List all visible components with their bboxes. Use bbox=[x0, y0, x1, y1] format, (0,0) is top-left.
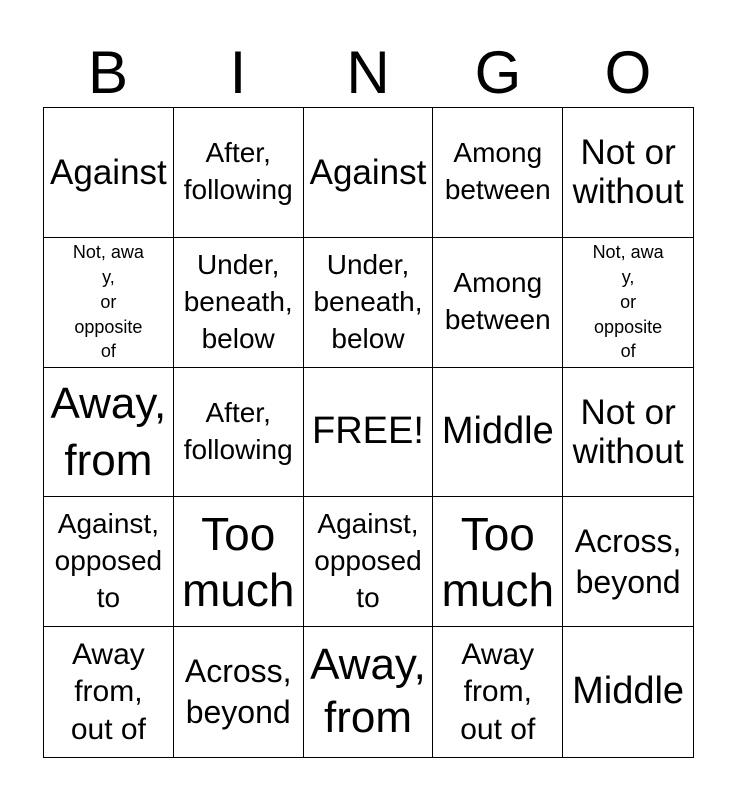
bingo-cell-r2c4[interactable] bbox=[433, 238, 563, 368]
bingo-header bbox=[43, 40, 693, 106]
bingo-cell-r1c3[interactable] bbox=[304, 108, 434, 238]
bingo-cell-r4c2[interactable] bbox=[174, 497, 304, 627]
cell-label: Against bbox=[309, 152, 427, 192]
cell-label: Against bbox=[50, 152, 167, 192]
cell-label: After, following bbox=[183, 397, 293, 465]
cell-label: Against, opposed to bbox=[54, 508, 163, 614]
header-letter-g: G bbox=[474, 39, 522, 106]
bingo-cell-r1c4[interactable] bbox=[433, 108, 563, 238]
cell-label: Too much bbox=[181, 507, 295, 616]
cell-label: Away from, out of bbox=[460, 637, 536, 746]
bingo-cell-r5c5[interactable] bbox=[563, 627, 693, 757]
cell-label: Away, from bbox=[310, 640, 426, 743]
cell-label: Across, beyond bbox=[574, 522, 682, 600]
bingo-cell-r5c4[interactable] bbox=[433, 627, 563, 757]
cell-label: Among between bbox=[444, 267, 551, 336]
bingo-cell-r4c3[interactable] bbox=[304, 497, 434, 627]
cell-label: Not or without bbox=[572, 133, 684, 212]
bingo-cell-r2c3[interactable] bbox=[304, 238, 434, 368]
header-letter-n: N bbox=[346, 39, 390, 106]
bingo-board bbox=[43, 107, 694, 758]
cell-label: Not, awa y, or opposite of bbox=[592, 242, 664, 362]
cell-label: Away, from bbox=[50, 378, 167, 485]
bingo-cell-r5c1[interactable] bbox=[44, 627, 174, 757]
bingo-cell-r5c3[interactable] bbox=[304, 627, 434, 757]
bingo-cell-r3c2[interactable] bbox=[174, 368, 304, 498]
bingo-cell-r4c4[interactable] bbox=[433, 497, 563, 627]
bingo-cell-r3c5[interactable] bbox=[563, 368, 693, 498]
bingo-cell-r3c3[interactable] bbox=[304, 368, 434, 498]
bingo-cell-r2c5[interactable] bbox=[563, 238, 693, 368]
cell-label: Across, beyond bbox=[184, 653, 292, 731]
cell-label: FREE! bbox=[312, 410, 424, 453]
cell-label: Middle bbox=[572, 670, 685, 713]
cell-label: After, following bbox=[183, 137, 293, 206]
bingo-cell-r3c1[interactable] bbox=[44, 368, 174, 498]
bingo-cell-r4c5[interactable] bbox=[563, 497, 693, 627]
bingo-cell-r1c2[interactable] bbox=[174, 108, 304, 238]
cell-label: Too much bbox=[441, 507, 555, 616]
header-letter-b: B bbox=[87, 39, 129, 106]
cell-label: Middle bbox=[441, 410, 554, 453]
bingo-cell-r1c5[interactable] bbox=[563, 108, 693, 238]
bingo-cell-r3c4[interactable] bbox=[433, 368, 563, 498]
bingo-cell-r2c1[interactable] bbox=[44, 238, 174, 368]
cell-label: Under, beneath, below bbox=[313, 248, 423, 354]
header-letter-o: O bbox=[604, 39, 652, 106]
cell-label: Against, opposed to bbox=[314, 508, 422, 614]
bingo-cell-r2c2[interactable] bbox=[174, 238, 304, 368]
header-letter-i: I bbox=[229, 39, 247, 106]
cell-label: Away from, out of bbox=[70, 637, 146, 746]
cell-label: Not or without bbox=[572, 392, 684, 471]
bingo-cell-r1c1[interactable] bbox=[44, 108, 174, 238]
cell-label: Not, awa y, or opposite of bbox=[72, 242, 144, 362]
cell-label: Under, beneath, below bbox=[183, 248, 293, 354]
cell-label: Among between bbox=[444, 137, 551, 206]
bingo-cell-r5c2[interactable] bbox=[174, 627, 304, 757]
bingo-cell-r4c1[interactable] bbox=[44, 497, 174, 627]
